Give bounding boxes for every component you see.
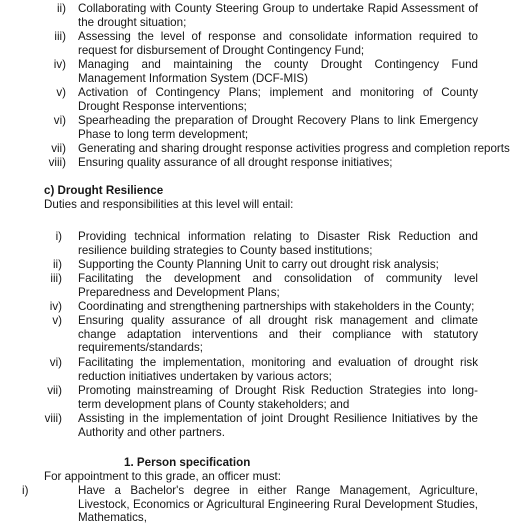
list-item-text: Managing and maintaining the county Drought Contingency Fund Management Information System (DCF-MIS) [78, 58, 478, 85]
section-intro: Duties and responsibilities at this level will entail: [44, 198, 294, 211]
list-item-text: Spearheading the preparation of Drought Recovery Plans to link Emergency Phase to long term development; [78, 114, 478, 141]
list-item-text: Facilitating the implementation, monitoring and evaluation of drought risk reduction initiatives undertaken by various actors; [78, 356, 478, 383]
list-item-number: v) [52, 314, 62, 327]
list-item-number: vii) [47, 384, 62, 397]
list-item-number: iv) [53, 58, 66, 71]
list-item-text: Generating and sharing drought response activities progress and completion reports [78, 142, 510, 155]
list-item-text: Assessing the level of response and consolidate information required to request for disbursement of Drought Contingency Fund; [78, 30, 478, 57]
list-item-text: Facilitating the development and consolidation of community level Preparedness and Development Plans; [78, 272, 478, 299]
list-item-number: iv) [49, 300, 62, 313]
section-heading: c) Drought Resilience [44, 184, 164, 197]
list-item-number: vi) [49, 356, 62, 369]
list-item-text: Promoting mainstreaming of Drought Risk Reduction Strategies into long-term development plans of County stakeholders; and [78, 384, 478, 411]
list-item-text: Ensuring quality assurance of all drought response initiatives; [78, 156, 393, 169]
list-item-text: Providing technical information relating to Disaster Risk Reduction and resilience building strategies to County based institutions; [78, 230, 478, 257]
list-item-number: v) [56, 86, 66, 99]
list-item-text: Have a Bachelor's degree in either Range Management, Agriculture, Livestock, Economics or Agricultural Engineering Rural Development Studies, Mathematics, [78, 484, 478, 525]
list-item-number: vi) [53, 114, 66, 127]
list-item-number: iii) [50, 272, 62, 285]
list-item-number: vii) [51, 142, 66, 155]
list-item-number: iii) [54, 30, 66, 43]
list-item-number: i) [22, 484, 29, 497]
list-item-number: i) [55, 230, 62, 243]
list-item-text: Assisting in the implementation of joint Drought Resilience Initiatives by the Authority and other partners. [78, 412, 478, 439]
list-item-text: Ensuring quality assurance of all drought risk management and climate change adaptation interventions and their compliance with statutory requirements/standards; [78, 314, 478, 355]
list-item-text: Activation of Contingency Plans; implement and monitoring of County Drought Response interventions; [78, 86, 478, 113]
list-item-text: Collaborating with County Steering Group to undertake Rapid Assessment of the drought situation; [78, 2, 478, 29]
list-item-text: Coordinating and strengthening partnerships with stakeholders in the County; [78, 300, 475, 313]
list-item-number: viii) [48, 156, 66, 169]
section-intro: For appointment to this grade, an officer must: [44, 470, 281, 483]
list-item-number: ii) [56, 2, 66, 15]
section-heading: 1. Person specification [124, 456, 251, 469]
list-item-number: viii) [44, 412, 62, 425]
list-item-text: Supporting the County Planning Unit to carry out drought risk analysis; [78, 258, 439, 271]
list-item-number: ii) [52, 258, 62, 271]
